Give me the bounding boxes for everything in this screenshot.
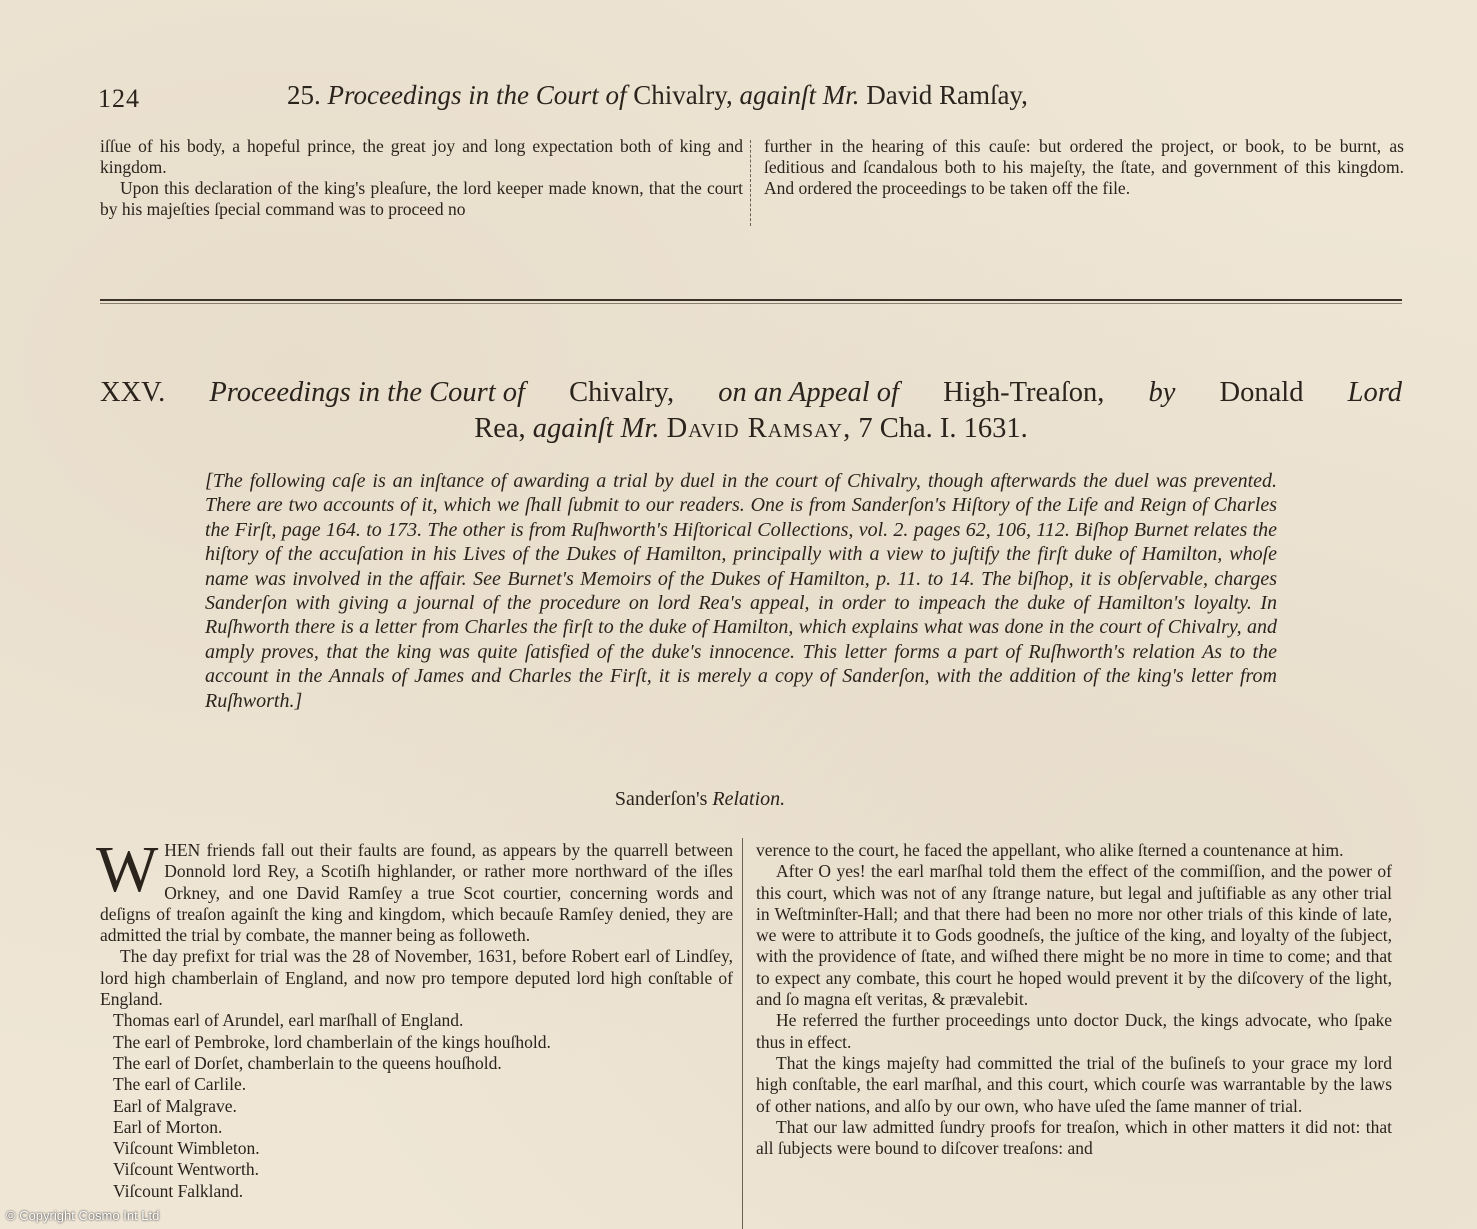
list-item: Viſcount Falkland. [113, 1180, 244, 1201]
list-item: Viſcount Wimbleton. [113, 1138, 260, 1159]
list-item: The earl of Carlile. [113, 1074, 247, 1095]
list-item: Thomas earl of Arundel, earl marſhall of England. [113, 1010, 464, 1031]
running-head: 25. Proceedings in the Court of Chivalry, againſt Mr. David Ramſay, [287, 80, 1028, 110]
list-item: Earl of Malgrave. [113, 1095, 237, 1116]
column-divider [750, 140, 751, 226]
paragraph: The day prefixt for trial was the 28 of November, 1631, before Robert earl of Lindſey, lord high chamberlain of England, and now pro tempore deputed lord high conſtable of England. [100, 946, 733, 1010]
list-item: The earl of Pembroke, lord chamberlain of the kings houſhold. [113, 1031, 551, 1052]
paragraph: That the kings majeſty had committed the trial of the buſineſs to your grace my lord high conſtable, the earl marſhal, and this court, which courſe was warrantable by the laws of other nations, and alſo by our own, who have uſed the ſame manner of trial. [756, 1052, 1392, 1116]
list-item: The earl of Dorſet, chamberlain to the queens houſhold. [113, 1052, 502, 1073]
top-right-column [764, 136, 1404, 199]
paragraph: WHEN friends fall out their faults are found, as appears by the quarrell between Donnold lord Rey, a Scotiſh highlander, or rather more northward of the iſles Orkney, and one David Ramſey a true Scot courtier, concerning words and deſigns of treaſon againſt the king and kingdom, which becauſe Ramſey denied, they are admitted the trial by combate, the manner being as followeth. [96, 833, 733, 946]
top-left-column [100, 136, 743, 220]
section-rule-thin [100, 303, 1402, 304]
paragraph: verence to the court, he faced the appellant, who alike ſterned a countenance at him. [756, 840, 1344, 860]
body-right-column [756, 840, 1392, 1159]
relation-title: Sanderſon's Relation. [614, 788, 786, 810]
commissioners-list [100, 1010, 733, 1202]
list-item: Viſcount Wentworth. [113, 1159, 259, 1180]
body-left-column [96, 833, 733, 1202]
paragraph: After O yes! the earl marſhal told them the effect of the commiſſion, and the power of this court, which was not of any ſtrange nature, but legal and juſtifiable as any other trial in Weſtminſter-Hall; and that there had been no more nor other trials of this kinde of late, we were to attribute it to Gods goodneſs, the juſtice of the king, and loyalty of the ſubject, with the providence of ſtate, and wiſhed there might be no more in time to come; and that to expect any combate, this court he hoped would prevent it by the diſcovery of the light, and ſo magna eſt veritas, & prævalebit. [756, 861, 1392, 1010]
page-number: 124 [98, 84, 140, 113]
drop-cap: W [96, 833, 159, 906]
paragraph: He referred the further proceedings unto doctor Duck, the kings advocate, who ſpake thus in effect. [756, 1010, 1392, 1052]
list-item: Earl of Morton. [113, 1116, 223, 1137]
paragraph: Upon this declaration of the king's pleaſure, the lord keeper made known, that the court by his majeſties ſpecial command was to proceed no [100, 178, 743, 219]
column-divider [742, 838, 743, 1229]
paragraph: iſſue of his body, a hopeful prince, the great joy and long expectation both of king and kingdom. [100, 136, 743, 177]
section-rule [100, 299, 1402, 301]
copyright-watermark: © Copyright Cosmo Int Ltd [6, 1208, 160, 1223]
article-heading: XXV. Proceedings in the Court of Chivalry, on an Appeal of High-Treaſon, by Donald Lord Rea, againſt Mr. David Ramsay, 7 Cha. I. 1631. [100, 377, 1402, 444]
paragraph: That our law admitted ſundry proofs for treaſon, which in other matters it did not: that all ſubjects were bound to diſcover treaſons: and [756, 1116, 1392, 1159]
paragraph: further in the hearing of this cauſe: but ordered the project, or book, to be burnt, as ſeditious and ſcandalous both to his majeſty, the ſtate, and government of this kingdom. And ordered the proceedings to be taken off the file. [764, 136, 1404, 198]
editorial-introduction: [The following caſe is an inſtance of awarding a trial by duel in the court of Chivalry, though afterwards the duel was prevented. There are two accounts of it, which we ſhall ſubmit to our readers. One is from Sanderſon's Hiſtory of the Life and Reign of Charles the Firſt, page 164. to 173. The other is from Ruſhworth's Hiſtorical Collections, vol. 2. pages 62, 106, 112. Biſhop Burnet relates the hiſtory of the accuſation in his Lives of the Dukes of Hamilton, principally with a view to juſtify the firſt duke of Hamilton, whoſe name was involved in the affair. See Burnet's Memoirs of the Dukes of Hamilton, p. 11. to 14. The biſhop, it is obſervable, charges Sanderſon with giving a journal of the procedure on lord Rea's appeal, in order to impeach the duke of Hamilton's loyalty. In Ruſhworth there is a letter from Charles the firſt to the duke of Hamilton, which explains what was done in the court of Chivalry, and amply proves, that the king was quite ſatisfied of the duke's innocence. This letter forms a part of Ruſhworth's relation As to the account in the Annals of James and Charles the Firſt, it is merely a copy of Sanderſon, with the addition of the king's letter from Ruſhworth.] [205, 470, 1277, 712]
